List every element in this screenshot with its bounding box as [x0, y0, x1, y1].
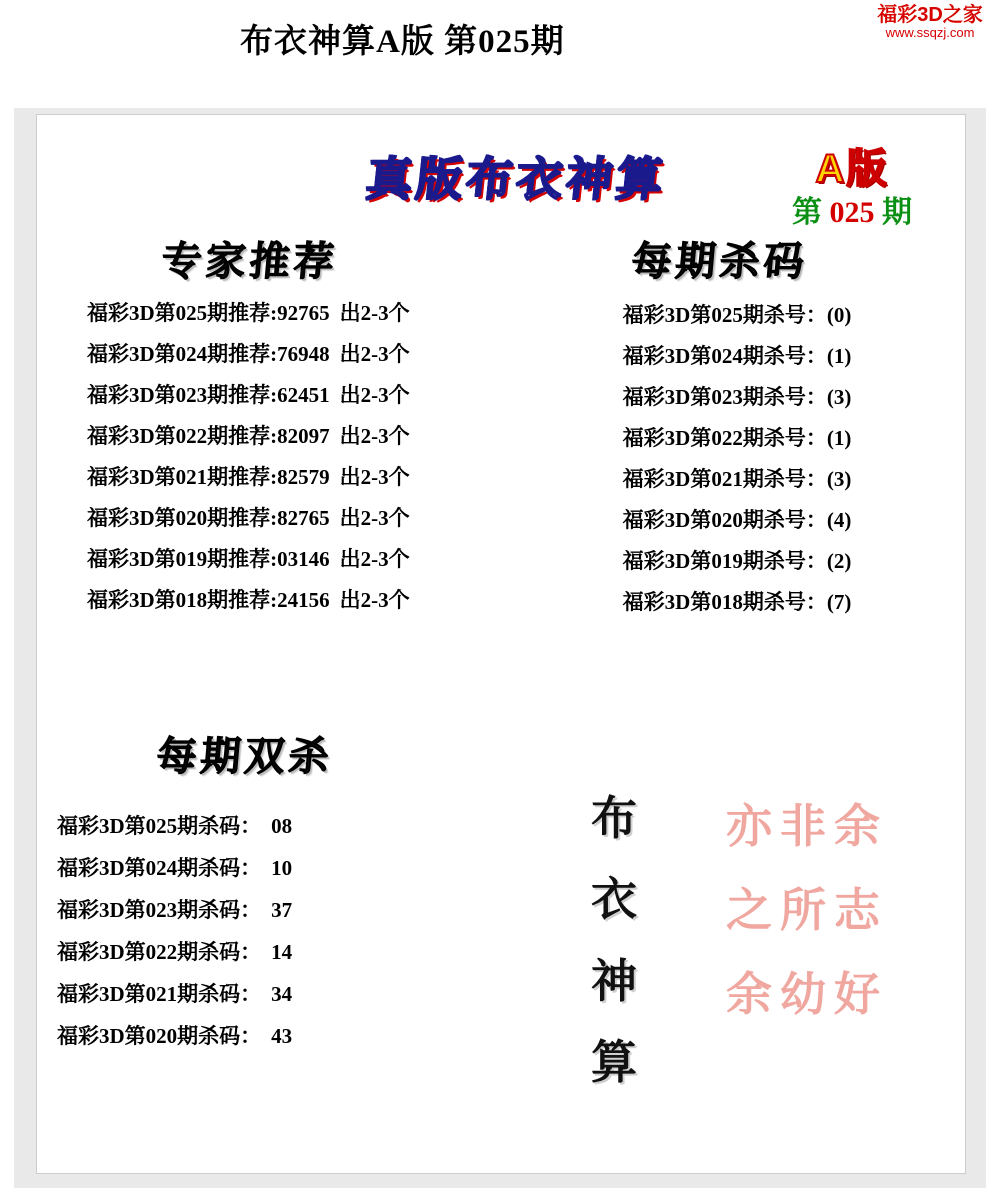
row-value: 82097	[277, 424, 330, 448]
row-label: 福彩3D第025期杀码：	[57, 814, 262, 838]
list-item	[557, 582, 917, 623]
list-item	[57, 805, 397, 847]
row-label: 福彩3D第020期杀码：	[57, 1024, 262, 1048]
row-label: 福彩3D第024期杀号：	[622, 344, 827, 368]
row-value: 24156	[277, 588, 330, 612]
seal-char: 算	[591, 1035, 637, 1088]
row-value: 43	[271, 1024, 293, 1048]
row-value: 62451	[277, 383, 330, 407]
row-label: 福彩3D第020期推荐:	[87, 506, 278, 530]
row-value: 37	[271, 898, 293, 922]
row-label: 福彩3D第025期推荐:	[87, 301, 278, 325]
title-box	[232, 0, 892, 76]
row-suffix: 出2-3个	[339, 383, 410, 407]
list-item	[79, 457, 499, 498]
row-value: (1)	[826, 426, 852, 450]
row-label: 福彩3D第022期杀号：	[622, 426, 827, 450]
list-item	[79, 375, 499, 416]
row-value: (1)	[826, 344, 852, 368]
row-label: 福彩3D第022期推荐:	[87, 424, 278, 448]
seal-char: 布	[591, 792, 637, 844]
list-item	[557, 418, 917, 459]
row-value: (3)	[826, 385, 852, 409]
row-value: 92765	[277, 301, 330, 325]
row-label: 福彩3D第018期推荐:	[87, 588, 278, 612]
issue-number: 025	[829, 196, 875, 229]
row-label: 福彩3D第023期推荐:	[87, 383, 278, 407]
row-label: 福彩3D第018期杀号：	[622, 590, 827, 614]
brand-url: www.ssqzj.com	[885, 25, 975, 40]
vertical-seal-text	[562, 792, 666, 1088]
issue-prefix: 第	[792, 196, 822, 229]
section-heading-kill: 每期杀码	[629, 240, 810, 284]
row-label: 福彩3D第019期推荐:	[87, 547, 278, 571]
issue-suffix: 期	[882, 196, 912, 229]
row-value: 82765	[277, 506, 330, 530]
row-value: (3)	[826, 467, 852, 491]
row-suffix: 出2-3个	[339, 588, 410, 612]
list-item	[557, 336, 917, 377]
list-item	[79, 580, 499, 621]
list-item	[79, 539, 499, 580]
row-label: 福彩3D第024期杀码：	[57, 856, 262, 880]
row-label: 福彩3D第023期杀号：	[622, 385, 827, 409]
poster-main-title: 真版布衣神算	[363, 153, 670, 205]
list-item	[557, 295, 917, 336]
calligraphy-block	[697, 785, 917, 1085]
kill-list	[557, 295, 917, 623]
calligraphy-line: 亦非余	[726, 801, 888, 852]
row-label: 福彩3D第020期杀号：	[622, 508, 827, 532]
list-item	[557, 500, 917, 541]
list-item	[57, 847, 397, 889]
poster-content	[36, 114, 966, 1174]
row-value: 76948	[277, 342, 330, 366]
calligraphy-line: 余幼好	[726, 969, 888, 1020]
row-label: 福彩3D第024期推荐:	[87, 342, 278, 366]
section-heading-expert: 专家推荐	[159, 240, 340, 284]
row-value: (7)	[826, 590, 852, 614]
page-header	[0, 0, 1000, 108]
row-value: (2)	[826, 549, 852, 573]
list-item	[57, 1015, 397, 1057]
row-value: 14	[271, 940, 293, 964]
row-value: 34	[271, 982, 293, 1006]
row-label: 福彩3D第019期杀号：	[622, 549, 827, 573]
row-label: 福彩3D第021期杀码：	[57, 982, 262, 1006]
row-label: 福彩3D第025期杀号：	[622, 303, 827, 327]
row-value: (0)	[826, 303, 852, 327]
site-brand[interactable]	[866, 4, 994, 52]
calligraphy-line: 之所志	[726, 885, 888, 936]
list-item	[557, 377, 917, 418]
row-value: 82579	[277, 465, 330, 489]
list-item	[57, 889, 397, 931]
list-item	[557, 541, 917, 582]
section-heading-double-kill: 每期双杀	[154, 735, 335, 779]
list-item	[79, 416, 499, 457]
page-title: 布衣神算A版 第025期	[240, 23, 565, 60]
issue-label	[762, 187, 942, 227]
row-suffix: 出2-3个	[339, 547, 410, 571]
row-value: (4)	[826, 508, 852, 532]
edition-badge: A版	[815, 147, 889, 191]
list-item	[57, 973, 397, 1015]
list-item	[79, 293, 499, 334]
list-item	[79, 498, 499, 539]
row-suffix: 出2-3个	[339, 301, 410, 325]
expert-list	[79, 293, 499, 621]
row-label: 福彩3D第021期杀号：	[622, 467, 827, 491]
list-item	[57, 931, 397, 973]
row-suffix: 出2-3个	[339, 424, 410, 448]
row-value: 08	[271, 814, 293, 838]
double-kill-list	[57, 805, 397, 1057]
row-value: 03146	[277, 547, 330, 571]
row-suffix: 出2-3个	[339, 342, 410, 366]
seal-char: 神	[591, 954, 637, 1007]
row-label: 福彩3D第022期杀码：	[57, 940, 262, 964]
seal-char: 衣	[591, 873, 637, 926]
brand-name: 福彩3D之家	[877, 4, 983, 26]
row-label: 福彩3D第023期杀码：	[57, 898, 262, 922]
row-suffix: 出2-3个	[339, 465, 410, 489]
row-label: 福彩3D第021期推荐:	[87, 465, 278, 489]
poster-image	[14, 108, 986, 1188]
row-value: 10	[271, 856, 293, 880]
list-item	[557, 459, 917, 500]
row-suffix: 出2-3个	[339, 506, 410, 530]
list-item	[79, 334, 499, 375]
